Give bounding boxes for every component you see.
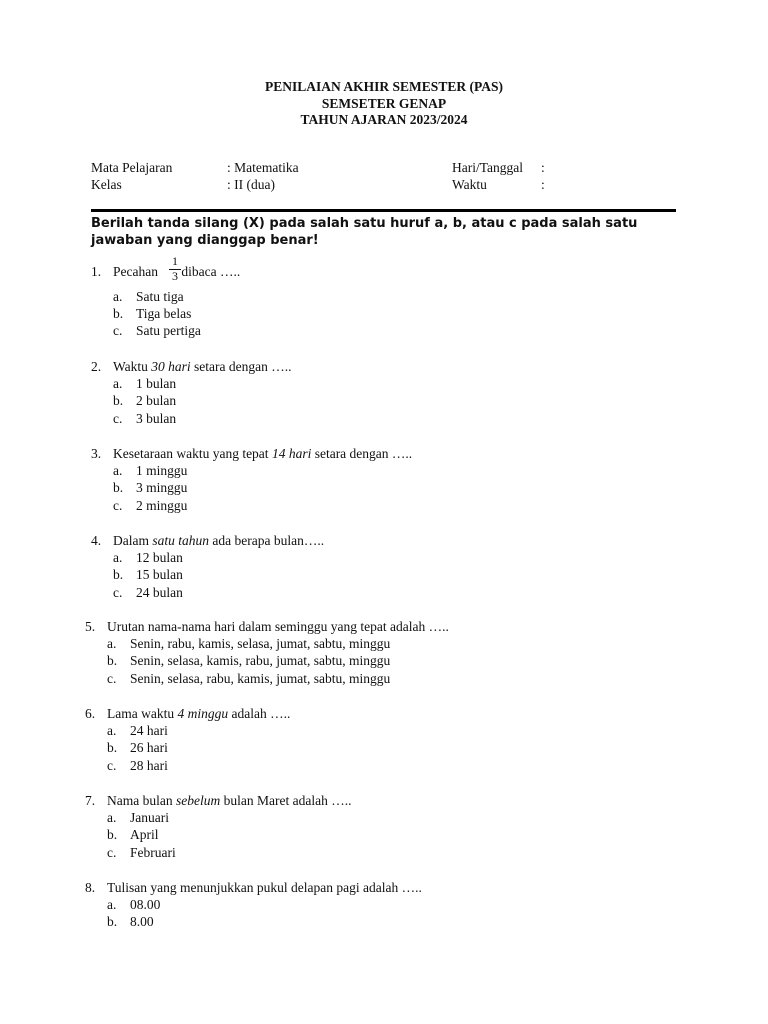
option-letter: c. [113, 323, 123, 339]
option-letter: a. [113, 550, 123, 566]
option-text: 2 minggu [136, 497, 188, 513]
option-letter: c. [113, 497, 123, 513]
option-letter: b. [113, 480, 124, 496]
question-text-post: bulan Maret adalah ….. [223, 793, 352, 808]
option-letter: a. [107, 723, 117, 739]
header-year: TAHUN AJARAN 2023/2024 [300, 112, 468, 127]
answer-option[interactable] [0, 584, 768, 601]
question-number: 2. [91, 359, 102, 374]
option-letter: b. [113, 567, 124, 583]
question-text-pre: Dalam [113, 533, 149, 548]
option-text: 3 minggu [136, 480, 188, 496]
question-number: 4. [91, 533, 102, 548]
question-text [107, 705, 290, 722]
question-text-pre: Waktu [113, 359, 148, 374]
question-text-post: adalah ….. [231, 706, 291, 721]
option-letter: c. [113, 410, 123, 426]
question-text-emphasis: 14 hari [271, 446, 312, 461]
option-letter: b. [113, 393, 124, 409]
answer-option[interactable] [0, 635, 768, 652]
answer-option[interactable] [0, 809, 768, 826]
option-text: Februari [130, 844, 176, 860]
option-letter: c. [113, 584, 123, 600]
question-text-emphasis: sebelum [175, 793, 221, 808]
question-text-pre: Nama bulan [107, 793, 173, 808]
question-text-pre: Pecahan [113, 264, 158, 279]
question-text [113, 445, 412, 462]
subject-value: : Matematika [227, 160, 299, 175]
option-text: 12 bulan [136, 550, 183, 566]
option-letter: b. [113, 306, 124, 322]
question-6 [0, 705, 768, 774]
question-text [113, 254, 241, 283]
question-number: 7. [85, 793, 96, 808]
question-5 [0, 618, 768, 687]
option-text: Senin, rabu, kamis, selasa, jumat, sabtu, minggu [130, 636, 391, 652]
question-number: 8. [85, 880, 96, 895]
exam-info [0, 160, 768, 193]
question-number: 1. [91, 264, 102, 279]
option-letter: c. [107, 844, 117, 860]
option-letter: b. [107, 827, 118, 843]
option-letter: b. [107, 653, 118, 669]
answer-option[interactable] [0, 913, 768, 930]
class-value: : II (dua) [227, 176, 275, 192]
time-label: Waktu [452, 176, 487, 192]
question-text-post: ada berapa bulan….. [212, 533, 325, 548]
subject-label: Mata Pelajaran [91, 160, 173, 175]
option-text: 1 minggu [136, 463, 188, 479]
option-text: 26 hari [130, 740, 168, 756]
question-number: 3. [91, 446, 102, 461]
fraction-denominator: 3 [172, 269, 178, 283]
option-letter: a. [107, 636, 117, 652]
option-text: Satu tiga [136, 288, 184, 304]
time-value: : [541, 176, 545, 192]
answer-option[interactable] [0, 739, 768, 756]
answer-option[interactable] [0, 826, 768, 843]
option-text: 08.00 [130, 897, 161, 913]
answer-option[interactable] [0, 652, 768, 669]
option-letter: a. [107, 897, 117, 913]
option-letter: a. [113, 288, 123, 304]
answer-option[interactable] [0, 757, 768, 774]
exam-header [0, 79, 768, 129]
answer-option[interactable] [0, 566, 768, 583]
answer-option[interactable] [0, 844, 768, 861]
question-3 [0, 445, 768, 514]
option-letter: a. [113, 463, 123, 479]
option-letter: c. [107, 670, 117, 686]
header-semester: SEMSETER GENAP [321, 95, 447, 111]
option-text: 2 bulan [136, 393, 177, 409]
answer-option[interactable] [0, 322, 768, 339]
question-text-emphasis: satu tahun [152, 533, 210, 548]
option-text: 24 bulan [136, 584, 183, 600]
question-text-post: dibaca ….. [181, 264, 241, 279]
option-text: 24 hari [130, 723, 168, 739]
option-text: Satu pertiga [136, 323, 201, 339]
option-text: Tiga belas [136, 306, 192, 322]
option-text: 8.00 [130, 914, 154, 930]
question-text [107, 792, 351, 809]
fraction [169, 255, 181, 283]
answer-option[interactable] [0, 549, 768, 566]
header-title: PENILAIAN AKHIR SEMESTER (PAS) [265, 79, 503, 94]
answer-option[interactable] [0, 392, 768, 409]
answer-option[interactable] [0, 722, 768, 739]
answer-option[interactable] [0, 670, 768, 687]
option-letter: b. [107, 740, 118, 756]
option-text: Januari [130, 810, 169, 826]
option-text: Senin, selasa, kamis, rabu, jumat, sabtu, minggu [130, 653, 391, 669]
instructions: Berilah tanda silang (X) pada salah satu huruf a, b, atau c pada salah satu jawaban yang dianggap benar! [91, 216, 638, 248]
day-value: : [541, 160, 545, 175]
question-number: 5. [85, 619, 96, 634]
question-text-post: setara dengan ….. [194, 359, 292, 374]
option-letter: c. [107, 757, 117, 773]
answer-option[interactable] [0, 375, 768, 392]
option-gap [0, 280, 768, 288]
option-letter: b. [107, 914, 118, 930]
answer-option[interactable] [0, 462, 768, 479]
answer-option[interactable] [0, 896, 768, 913]
answer-option[interactable] [0, 479, 768, 496]
question-text [113, 358, 292, 375]
question-text-pre: Tulisan yang menunjukkan pukul delapan pagi adalah ….. [107, 880, 422, 895]
question-7 [0, 792, 768, 861]
divider [91, 209, 676, 212]
option-letter: a. [107, 810, 117, 826]
option-text: 3 bulan [136, 410, 177, 426]
question-text [113, 532, 324, 549]
day-label: Hari/Tanggal [452, 160, 524, 175]
option-text: 15 bulan [136, 567, 183, 583]
question-text-emphasis: 30 hari [151, 359, 191, 374]
question-1 [0, 254, 768, 340]
option-text: 28 hari [130, 757, 168, 773]
question-text-pre: Kesetaraan waktu yang tepat [113, 446, 269, 461]
question-4 [0, 532, 768, 601]
question-2 [0, 358, 768, 427]
question-number: 6. [85, 706, 96, 721]
question-text-pre: Lama waktu [107, 706, 175, 721]
option-text: 1 bulan [136, 376, 177, 392]
question-text-post: setara dengan ….. [314, 446, 413, 461]
question-text [107, 618, 449, 635]
fraction-numerator: 1 [169, 255, 181, 270]
answer-option[interactable] [0, 410, 768, 427]
answer-option[interactable] [0, 288, 768, 305]
class-label: Kelas [91, 176, 122, 192]
option-letter: a. [113, 376, 123, 392]
option-text: April [130, 827, 159, 843]
option-text: Senin, selasa, rabu, kamis, jumat, sabtu, minggu [130, 670, 391, 686]
question-text-pre: Urutan nama-nama hari dalam seminggu yang tepat adalah ….. [107, 619, 449, 634]
question-text [107, 879, 422, 896]
question-text-emphasis: 4 minggu [177, 706, 229, 721]
answer-option[interactable] [0, 305, 768, 322]
answer-option[interactable] [0, 497, 768, 514]
question-8 [0, 879, 768, 931]
